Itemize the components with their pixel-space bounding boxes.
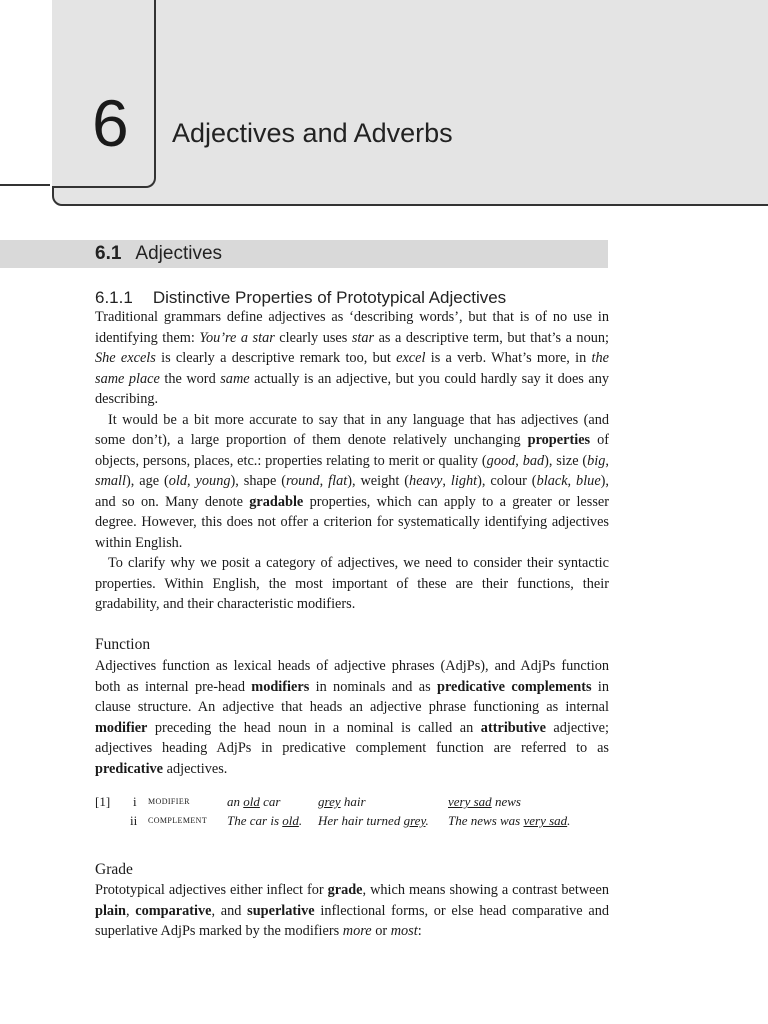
text-run: is clearly a descriptive remark too, but <box>155 350 397 366</box>
underlined-adjective: very sad <box>523 813 568 828</box>
example-row <box>95 792 615 811</box>
text-run: : <box>417 923 422 939</box>
text-run: The car is <box>227 813 283 828</box>
example-row-index: ii <box>130 813 138 828</box>
underlined-adjective: grey <box>403 813 426 828</box>
text-run: , <box>187 473 196 489</box>
text-run: It would be a bit more accurate to say that in any language that has adjectives (and some don’t), a large proportion of them denote relatively unchanging <box>95 411 609 448</box>
text-run: The news was <box>448 813 524 828</box>
text-run: hair <box>340 794 366 809</box>
text-run: in nominals and as <box>309 678 437 695</box>
text-run: ), shape ( <box>230 473 286 489</box>
example-term: heavy <box>409 473 443 489</box>
example-term: bad <box>522 452 545 469</box>
example-term: star <box>351 329 375 346</box>
text-run: , which means showing a contrast between <box>362 882 610 898</box>
grade-paragraph <box>95 880 609 942</box>
example-term: big <box>587 452 606 469</box>
text-run: ), age ( <box>125 473 169 489</box>
key-term: predicative <box>95 760 164 777</box>
section-title: Adjectives <box>135 243 223 264</box>
example-number: [1] <box>95 794 111 809</box>
text-run: properties, which can apply to a greater or lesser degree. However, this does not offer a criterion for systematically identifying adjectives within English. <box>95 493 609 551</box>
key-term: modifier <box>95 719 148 736</box>
text-run: , and <box>211 902 248 919</box>
text-run: Traditional grammars define adjectives as ‘describing words’, but that is of no use in identifying them: <box>95 309 609 346</box>
section-number: 6.1 <box>95 243 122 264</box>
subsection-number: 6.1.1 <box>95 288 133 307</box>
example-term: She excels <box>95 350 156 366</box>
example-term: young <box>195 473 231 489</box>
key-term: superlative <box>247 902 315 919</box>
paragraph-2 <box>95 410 609 554</box>
example-term: small <box>95 473 126 489</box>
grade-heading: Grade <box>95 861 133 878</box>
example-cell <box>448 811 570 830</box>
example-cell <box>318 792 366 811</box>
text-run: Adjectives function as lexical heads of adjective phrases (AdjPs), and AdjPs function both as internal pre-head <box>95 658 609 695</box>
example-term: old <box>168 473 188 489</box>
text-run: , <box>605 452 609 469</box>
intro-text <box>95 307 609 615</box>
function-paragraph <box>95 656 609 779</box>
example-term: blue <box>576 473 601 489</box>
text-run: inflectional forms, or else head comparative and superlative AdjPs marked by the modifiers <box>95 902 609 939</box>
text-run: or <box>371 923 391 939</box>
text-run: ), colour ( <box>477 473 537 489</box>
example-row <box>95 811 615 830</box>
chapter-tab-rule <box>0 184 50 186</box>
paragraph-1 <box>95 307 609 410</box>
example-term: light <box>450 473 478 489</box>
example-cell <box>318 811 429 830</box>
text-run: is a verb. What’s more, in <box>425 350 592 366</box>
text-run: of objects, persons, places, etc.: properties relating to merit or quality ( <box>95 432 610 469</box>
text-run: actually is an adjective, but you could hardly say it does any describing. <box>95 370 609 407</box>
text-run: adjective; adjectives heading AdjPs in predicative complement function are referred to as <box>95 719 609 756</box>
text-run: . <box>298 813 303 828</box>
underlined-adjective: old <box>243 794 260 809</box>
example-row-label: modifier <box>148 795 190 807</box>
text-run: . <box>567 813 571 828</box>
underlined-adjective: old <box>282 813 299 828</box>
text-run: , <box>515 452 523 469</box>
key-term: plain <box>95 902 126 919</box>
text-run: , <box>319 473 329 489</box>
text-run: , <box>442 473 451 489</box>
underlined-adjective: very sad <box>448 794 492 809</box>
text-run: Her hair turned <box>318 813 404 828</box>
grade-text <box>95 880 609 942</box>
key-term: gradable <box>249 493 304 510</box>
example-term: flat <box>328 473 348 489</box>
example-term: same <box>220 370 250 387</box>
section-heading <box>95 240 222 268</box>
text-run: ), size ( <box>544 452 588 469</box>
text-run: car <box>259 794 281 809</box>
paragraph-3: To clarify why we posit a category of adjectives, we need to consider their syntactic properties. Within English, the most important of these are their functions, their gradability, and their characteristic modifiers. <box>95 555 609 612</box>
key-term: properties <box>527 432 591 448</box>
text-run: , <box>126 902 136 919</box>
chapter-title: Adjectives and Adverbs <box>172 118 453 148</box>
key-term: predicative complements <box>437 678 592 695</box>
text-run: . <box>425 813 429 828</box>
text-run: preceding the head noun in a nominal is called an <box>147 719 481 736</box>
example-term: You’re a star <box>199 329 275 346</box>
example-term: good <box>486 452 516 469</box>
key-term: comparative <box>135 902 212 919</box>
text-run: , <box>567 473 577 489</box>
text-run: as a descriptive term, but that’s a noun; <box>374 329 609 346</box>
example-row-label: complement <box>148 814 208 826</box>
text-run: news <box>491 794 521 809</box>
example-term: more <box>342 923 372 939</box>
example-term: round <box>285 473 320 489</box>
function-text <box>95 656 609 779</box>
text-run: the word <box>159 370 221 387</box>
text-run: ), and so on. Many denote <box>95 473 610 510</box>
example-1 <box>95 792 615 830</box>
key-term: attributive <box>480 719 546 736</box>
text-run: Prototypical adjectives either inflect for <box>95 882 328 898</box>
underlined-adjective: grey <box>318 794 341 809</box>
key-term: modifiers <box>251 678 310 695</box>
text-run: clearly uses <box>274 329 352 346</box>
key-term: grade <box>327 882 363 898</box>
subsection-title: Distinctive Properties of Prototypical Adjectives <box>152 288 507 307</box>
text-run: in clause structure. An adjective that heads an adjective phrase functioning as internal <box>95 678 610 715</box>
text-run: an <box>227 794 244 809</box>
example-term: excel <box>396 350 426 366</box>
example-cell <box>448 792 521 811</box>
example-term: the same place <box>95 350 610 387</box>
example-cell <box>227 792 280 811</box>
text-run: adjectives. <box>163 760 228 777</box>
example-term: black <box>536 473 568 489</box>
function-heading: Function <box>95 636 151 653</box>
section-heading-bar <box>0 240 608 268</box>
text-run: ), weight ( <box>347 473 410 489</box>
example-row-index: i <box>133 794 137 809</box>
chapter-number: 6 <box>92 86 129 160</box>
example-term: most <box>390 923 418 939</box>
example-cell <box>227 811 302 830</box>
